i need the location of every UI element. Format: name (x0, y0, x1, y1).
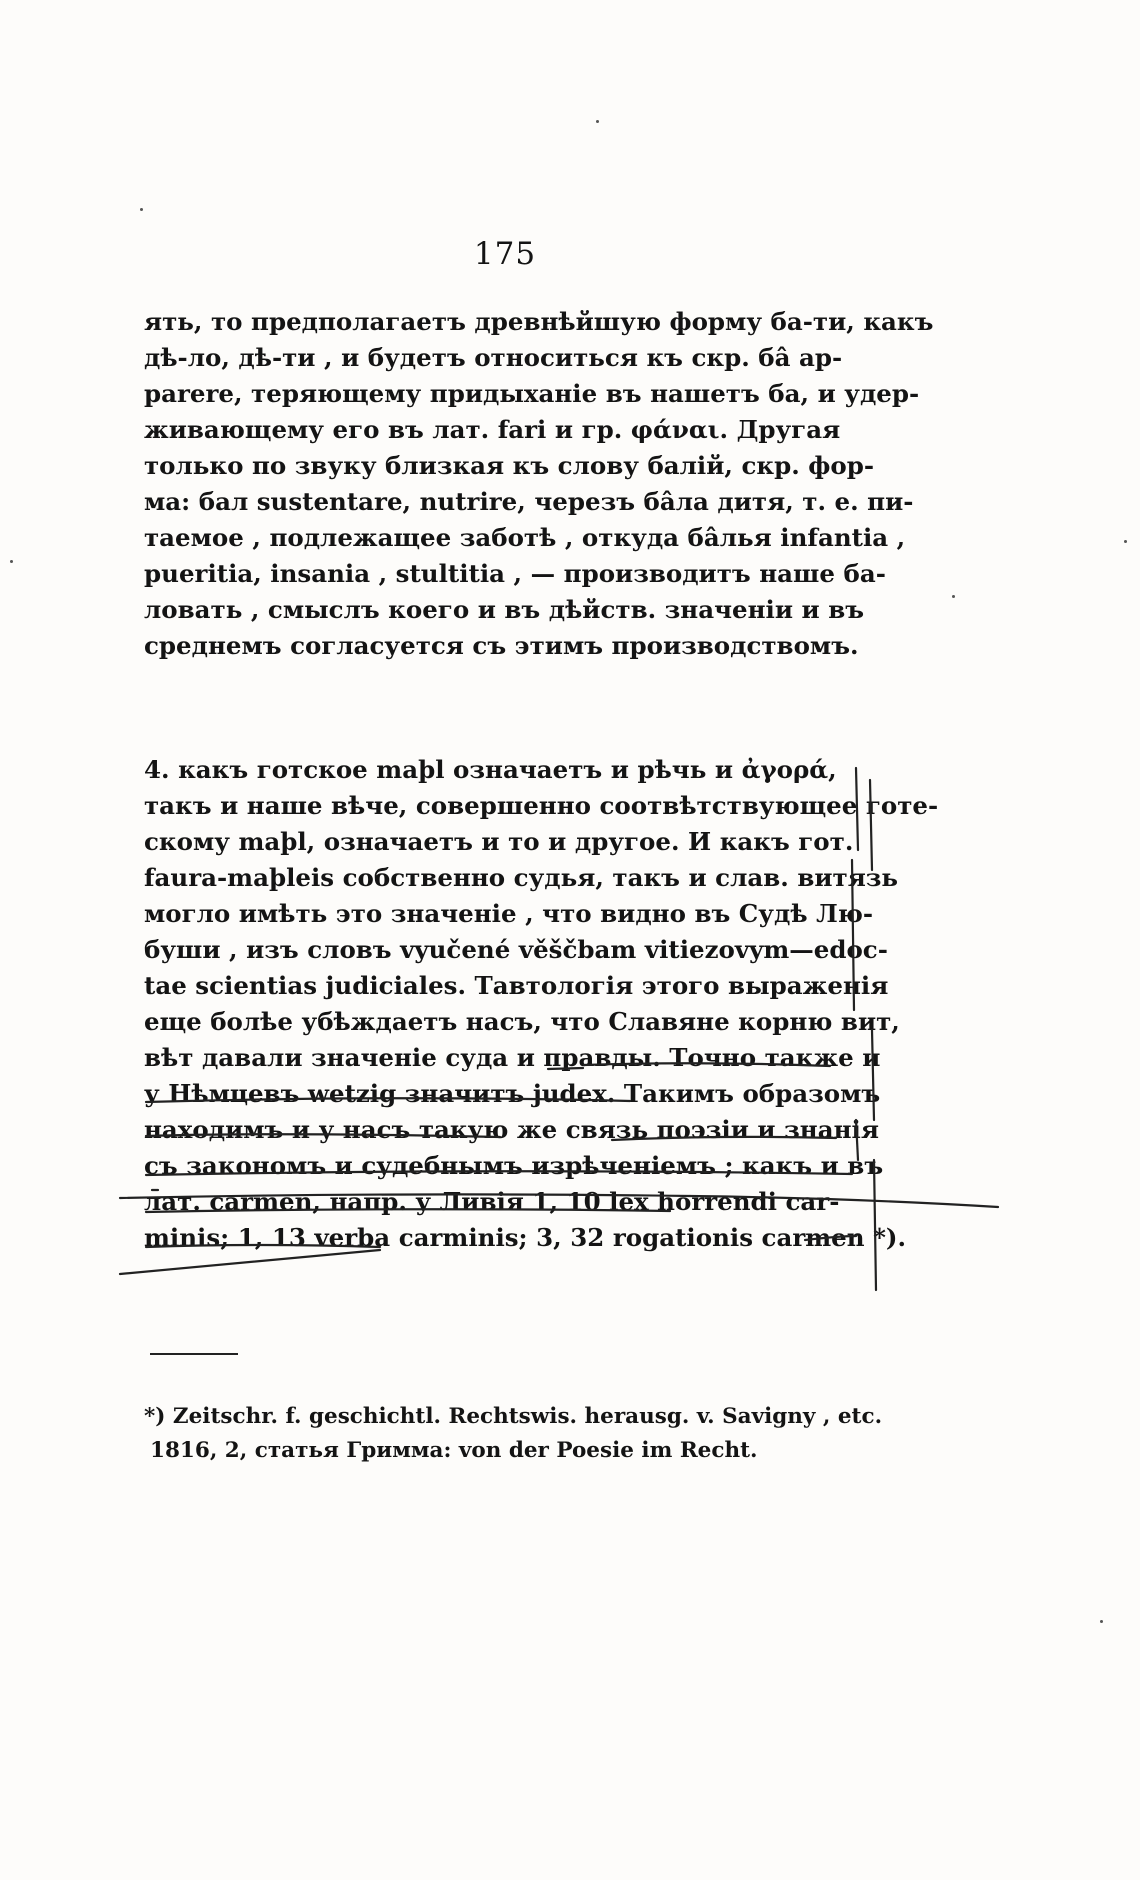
text-line: у Нѣмцевъ wetzig значитъ judex. Такимъ образомъ (144, 1079, 881, 1108)
text-line: среднемъ согласуется съ этимъ производствомъ. (144, 631, 859, 660)
scan-speck (1124, 540, 1127, 543)
text-line: дѣ-ло, дѣ-ти , и будетъ относиться къ скр. бâ ар- (144, 343, 843, 372)
text-line: лат. carmen, напр. у Ливія 1, 10 lex horrendi car- (144, 1187, 840, 1216)
text-line: 4. какъ готское maþl означаетъ и рѣчь и ἀγορά, (144, 755, 837, 784)
text-line: tae scientias judiciales. Тавтологія этого выраженія (144, 971, 889, 1000)
text-line: ять, то предполагаетъ древнѣйшую форму ба-ти, какъ (144, 307, 934, 336)
text-line: еще болѣе убѣждаетъ насъ, что Славяне корню вит, (144, 1007, 900, 1036)
text-line: живающему его въ лат. fari и гр. φάναι. Другая (144, 415, 841, 444)
text-line: находимъ и у насъ такую же связь поэзіи и знанія (144, 1115, 879, 1144)
text-line: faura-maþleis собственно судья, такъ и слав. витязь (144, 863, 899, 892)
text-line: могло имѣть это значеніе , что видно въ Судѣ Лю- (144, 899, 874, 928)
text-line: вѣт давали значеніе суда и правды. Точно также и (144, 1043, 881, 1072)
text-line: таемое , подлежащее заботѣ , откуда бâлья infantia , (144, 523, 906, 552)
scan-speck (952, 595, 955, 598)
scan-speck (596, 120, 599, 123)
text-line: ловать , смыслъ коего и въ дѣйств. значеніи и въ (144, 595, 865, 624)
scan-speck (140, 208, 143, 211)
page-number: 175 (473, 236, 537, 272)
footnote-line: 1816, 2, статья Гримма: von der Poesie im Recht. (150, 1438, 758, 1463)
text-line: такъ и наше вѣче, совершенно соотвѣтствующее готе- (144, 791, 939, 820)
footnote-line: *) Zeitschr. f. geschichtl. Rechtswis. herausg. v. Savigny , etc. (144, 1404, 883, 1429)
text-line: съ закономъ и судебнымъ изрѣченіемъ ; какъ и въ (144, 1151, 884, 1180)
text-line: minis; 1, 13 verba carminis; 3, 32 rogationis carmen *). (144, 1223, 907, 1252)
text-line: только по звуку близкая къ слову балій, скр. фор- (144, 451, 875, 480)
text-line: ма: бал sustentare, nutrire, черезъ бâла дитя, т. е. пи- (144, 487, 914, 516)
scan-speck (1100, 1620, 1103, 1623)
text-line: скому maþl, означаетъ и то и другое. И какъ гот. (144, 827, 854, 856)
text-line: буши , изъ словъ vyučené věščbam vitiezovym—edoc- (144, 935, 888, 964)
scan-speck (10, 560, 13, 563)
text-line: pueritia, insania , stultitia , — производитъ наше ба- (144, 559, 886, 588)
footnote-separator (150, 1353, 238, 1355)
text-line: parere, теряющему придыханіе въ нашетъ ба, и удер- (144, 379, 920, 408)
